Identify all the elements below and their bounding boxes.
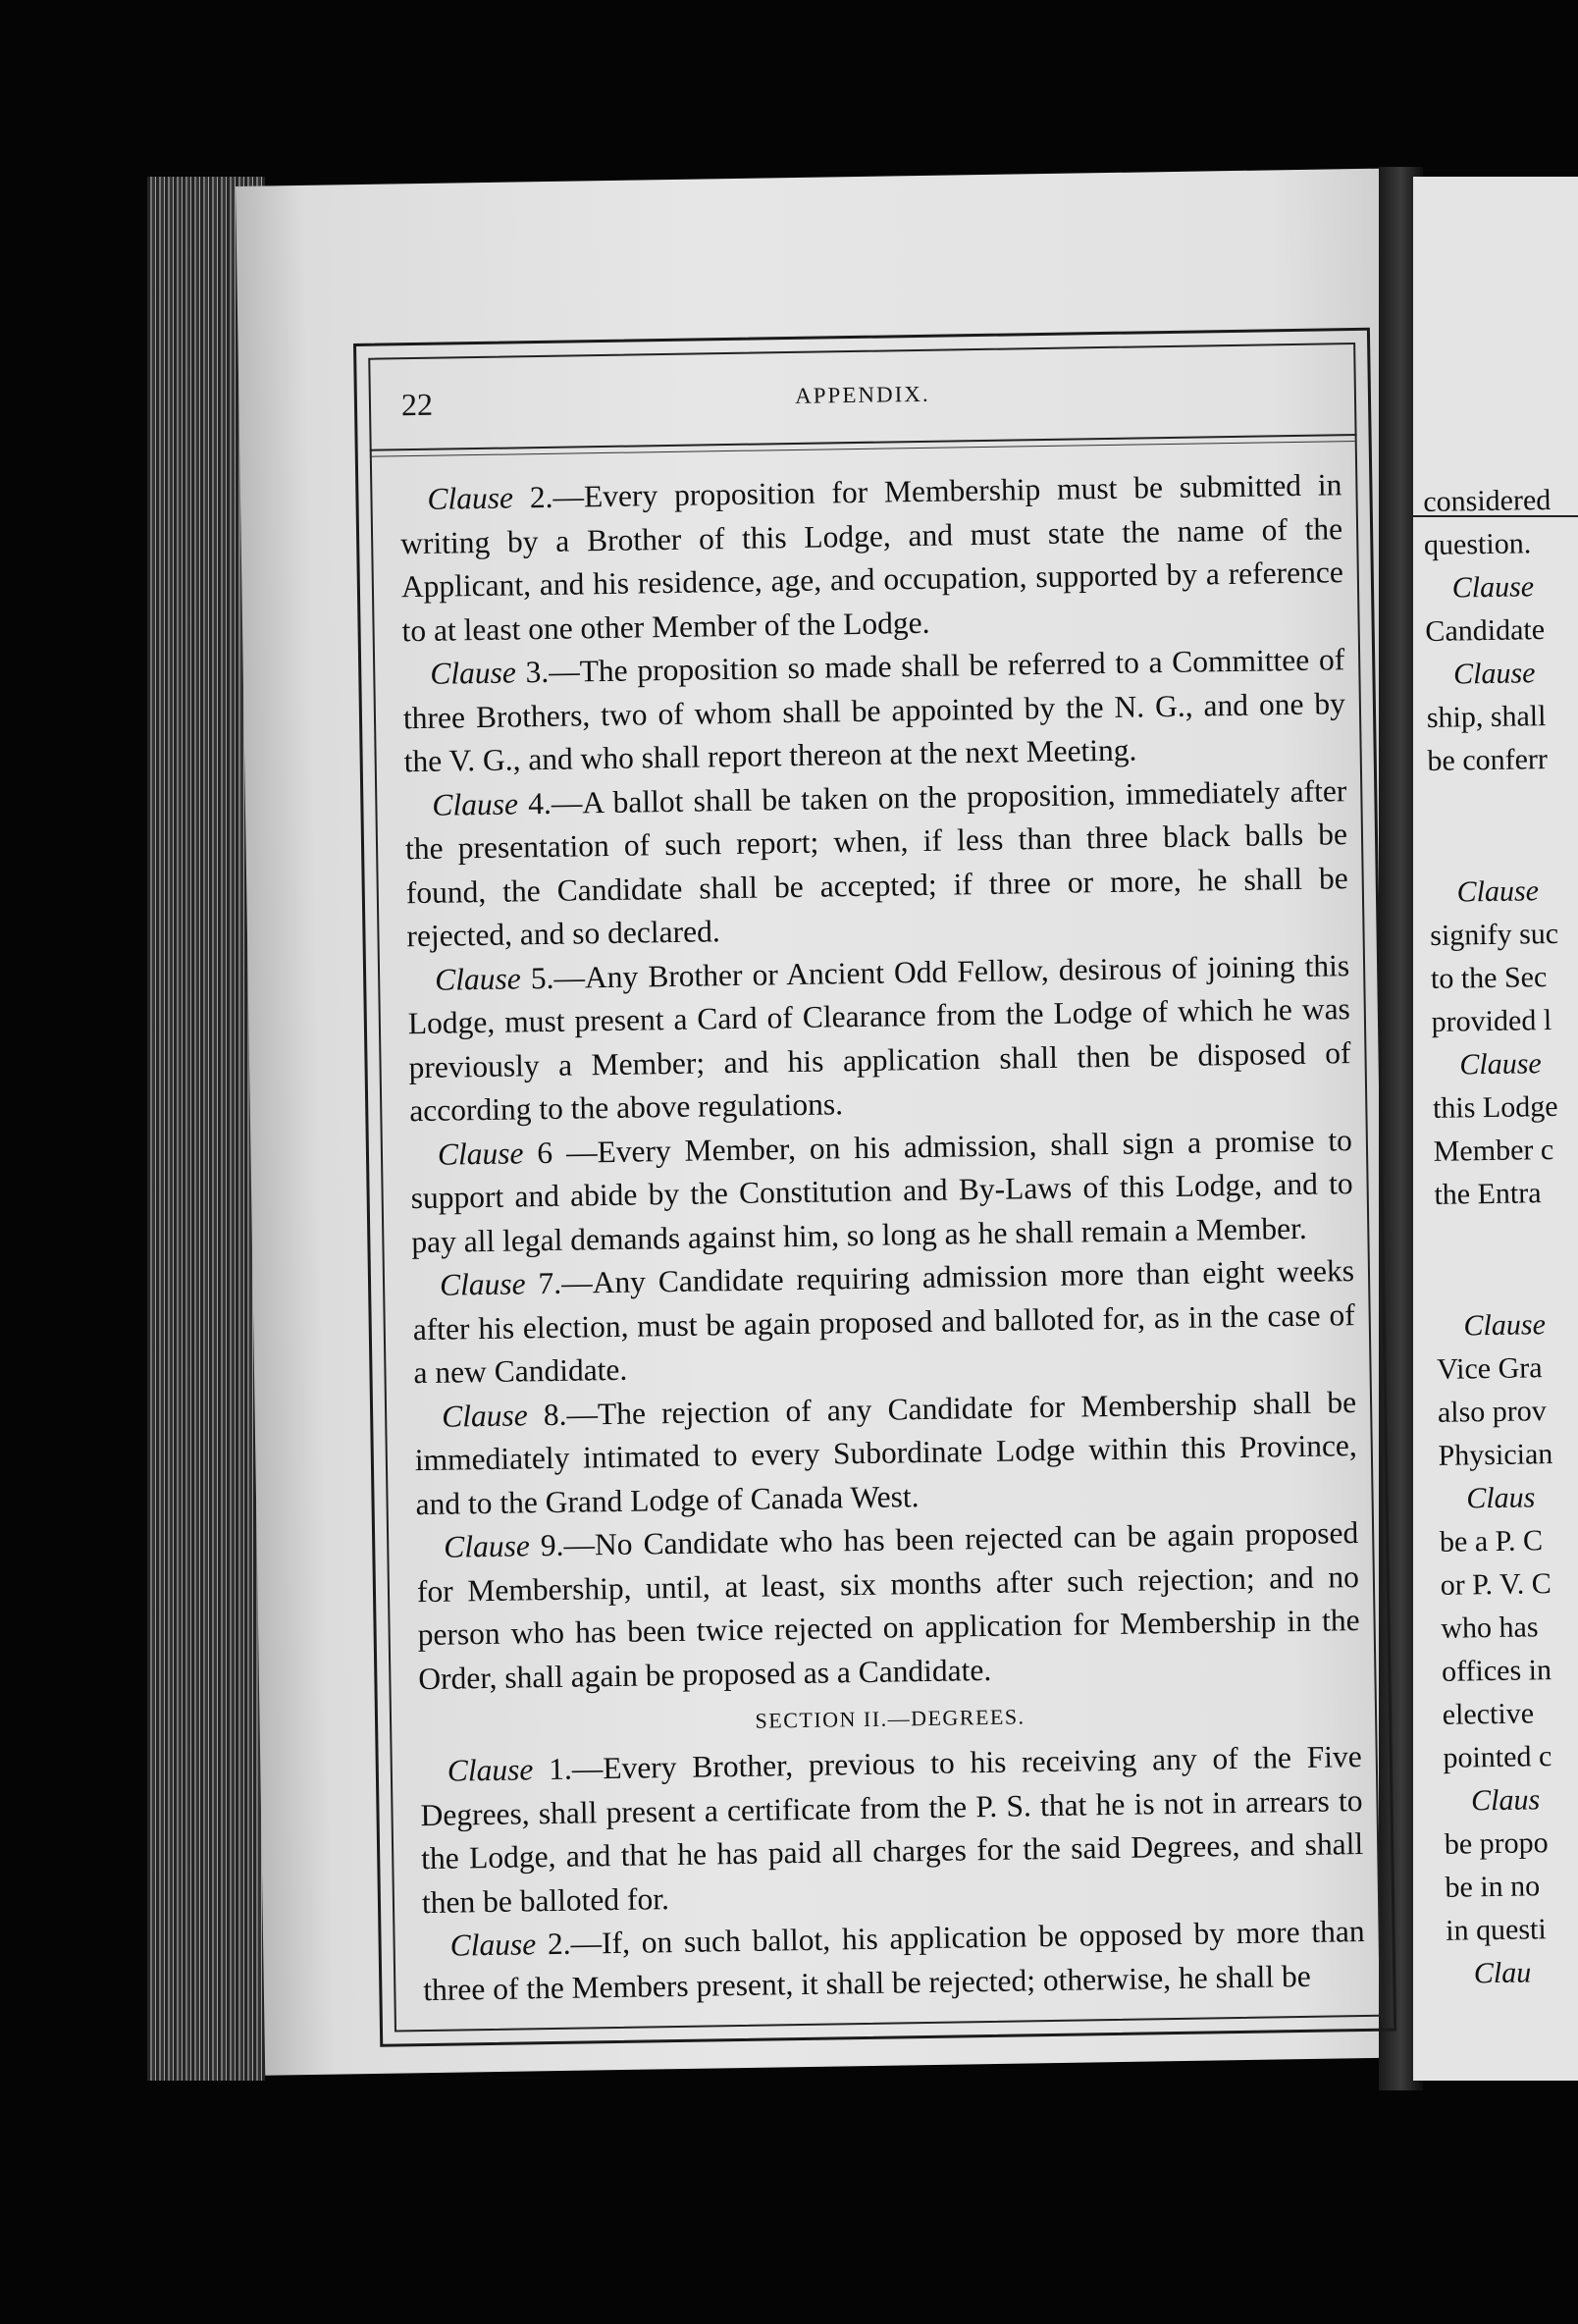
running-head: APPENDIX. xyxy=(794,381,930,408)
right-page-line: who has xyxy=(1441,1611,1539,1645)
clause-text: —If, on such ballot, his application be opposed by more than three of the Members present, it shall be rejected; otherwise, he shall be xyxy=(423,1914,1365,2007)
clause-label: Clause xyxy=(432,785,519,822)
clause-number: 8. xyxy=(527,1397,567,1432)
clause-label: Clause xyxy=(449,1927,537,1963)
right-page-text xyxy=(1423,476,1578,1996)
clause-paragraph xyxy=(422,1910,1365,2012)
right-page-line: provided l xyxy=(1431,1004,1552,1038)
clause-label: Clause xyxy=(447,1752,534,1788)
right-page-line: in questi xyxy=(1445,1913,1547,1947)
page-frame xyxy=(353,328,1396,2047)
clause-label: Clause xyxy=(439,1266,526,1302)
clause-text: —The proposition so made shall be referred to a Committee of three Brothers, two of whom shall be appointed by the N. G., and one by the V. G., and who shall report thereon at the next Meeting. xyxy=(402,642,1346,779)
clause-paragraph xyxy=(412,1249,1356,1396)
right-page-line: considered xyxy=(1423,483,1552,518)
clause-label: Clause xyxy=(437,1135,524,1172)
right-page-line: Member c xyxy=(1433,1133,1554,1168)
clause-paragraph xyxy=(407,944,1352,1134)
section-heading: SECTION II.—DEGREES. xyxy=(755,1704,1026,1733)
right-page-line: to the Sec xyxy=(1430,961,1548,995)
clause-label: Clause xyxy=(443,1528,531,1564)
clauses-section-2 xyxy=(420,1735,1366,2012)
clause-text: —Any Brother or Ancient Odd Fellow, desirous of joining this Lodge, must present a Card of Clearance from the Lodge of which he was previously a Member; and his application shall then be disposed of according to the above regulations. xyxy=(407,947,1351,1129)
clause-number: 5. xyxy=(520,960,554,995)
clause-number: 6 xyxy=(523,1135,553,1170)
clause-number: 7. xyxy=(525,1265,562,1301)
clause-label: Clause xyxy=(434,960,521,997)
clause-paragraph xyxy=(404,769,1349,959)
right-page-line: offices in xyxy=(1441,1654,1552,1688)
clause-label: Clause xyxy=(430,655,517,691)
body-text xyxy=(399,463,1365,2012)
clause-paragraph xyxy=(410,1119,1354,1265)
clause-paragraph xyxy=(414,1381,1358,1527)
right-page-line: Physician xyxy=(1438,1438,1553,1472)
right-page-line: Clause xyxy=(1452,657,1536,691)
clause-label: Clause xyxy=(427,480,514,516)
right-page-line: signify suc xyxy=(1430,917,1559,952)
clause-number: 2. xyxy=(535,1926,571,1962)
clause-paragraph xyxy=(399,463,1344,653)
right-page-gap xyxy=(1428,778,1578,872)
right-page-line: ship, shall xyxy=(1426,700,1547,734)
clause-number: 2. xyxy=(512,479,553,515)
right-page-line: question. xyxy=(1423,527,1532,561)
clause-number: 3. xyxy=(515,654,550,690)
right-page-line: be in no xyxy=(1445,1870,1541,1904)
right-page-line: elective xyxy=(1442,1697,1535,1731)
right-page-line: this Lodge xyxy=(1432,1089,1558,1125)
clause-paragraph xyxy=(420,1735,1365,1925)
clause-text: —Every Member, on his admission, shall sign a promise to support and abide by the Constitution and By-Laws of this Lodge, and to pay all legal demands against him, so long as he shall remain a Member. xyxy=(410,1122,1353,1259)
clause-label: Clause xyxy=(441,1397,528,1434)
clause-paragraph xyxy=(402,638,1346,784)
right-page-line: Candidate xyxy=(1425,613,1546,648)
clause-number: 4. xyxy=(517,785,552,820)
right-page-line: Vice Gra xyxy=(1436,1351,1543,1386)
clause-text: —Every proposition for Membership must be submitted in writing by a Brother of this Lodge, and must state the name of the Applicant, and his residence, age, and occupation, supported by a reference to at least one other Member of the Lodge. xyxy=(399,467,1344,648)
right-page-line: Clause xyxy=(1456,874,1540,909)
page-number: 22 xyxy=(400,386,434,423)
right-page xyxy=(1413,177,1578,2081)
right-page-line: be propo xyxy=(1444,1826,1549,1861)
right-page-line: be conferr xyxy=(1427,743,1549,777)
right-page-line: Claus xyxy=(1466,1481,1536,1515)
clause-text: —Every Brother, previous to his receiving any of the Five Degrees, shall present a certificate from the P. S. that he is not in arrears to the Lodge, and that he has paid all charges for the said Degrees, and shall then be balloted for. xyxy=(420,1739,1364,1920)
right-page-line: Claus xyxy=(1470,1783,1541,1818)
clause-number: 1. xyxy=(533,1751,573,1787)
right-page-line: pointed c xyxy=(1443,1740,1552,1774)
right-page-line: Clau xyxy=(1473,1956,1532,1990)
clause-text: —The rejection of any Candidate for Membership shall be immediately intimated to every Subordinate Lodge within this Province, and to the Grand Lodge of Canada West. xyxy=(414,1384,1358,1521)
clause-number: 9. xyxy=(529,1527,564,1563)
right-page-line: be a P. C xyxy=(1439,1524,1544,1558)
right-page-line: or P. V. C xyxy=(1440,1567,1552,1602)
right-page-gap xyxy=(1435,1212,1578,1305)
right-page-line: the Entra xyxy=(1434,1177,1542,1211)
right-page-line: Clause xyxy=(1463,1308,1547,1343)
right-page-line: Clause xyxy=(1451,570,1535,605)
right-page-line: also prov xyxy=(1437,1395,1547,1429)
clause-text: —No Candidate who has been rejected can be again proposed for Membership, until, at least, six months after such rejection; and no person who has been twice rejected on application for Membership in the Order, shall again be proposed as a Candidate. xyxy=(416,1515,1360,1696)
right-page-line: Clause xyxy=(1459,1047,1542,1082)
clause-paragraph xyxy=(416,1511,1361,1701)
clause-text: —Any Candidate requiring admission more than eight weeks after his election, must be again proposed and balloted for, as in the case of a new Candidate. xyxy=(412,1253,1355,1391)
clause-text: —A ballot shall be taken on the proposition, immediately after the presentation of such report; when, if less than three black balls be found, the Candidate shall be accepted; if three or more, he shall be rejected, and so declared. xyxy=(404,772,1348,954)
clauses-section-1 xyxy=(399,463,1360,1701)
